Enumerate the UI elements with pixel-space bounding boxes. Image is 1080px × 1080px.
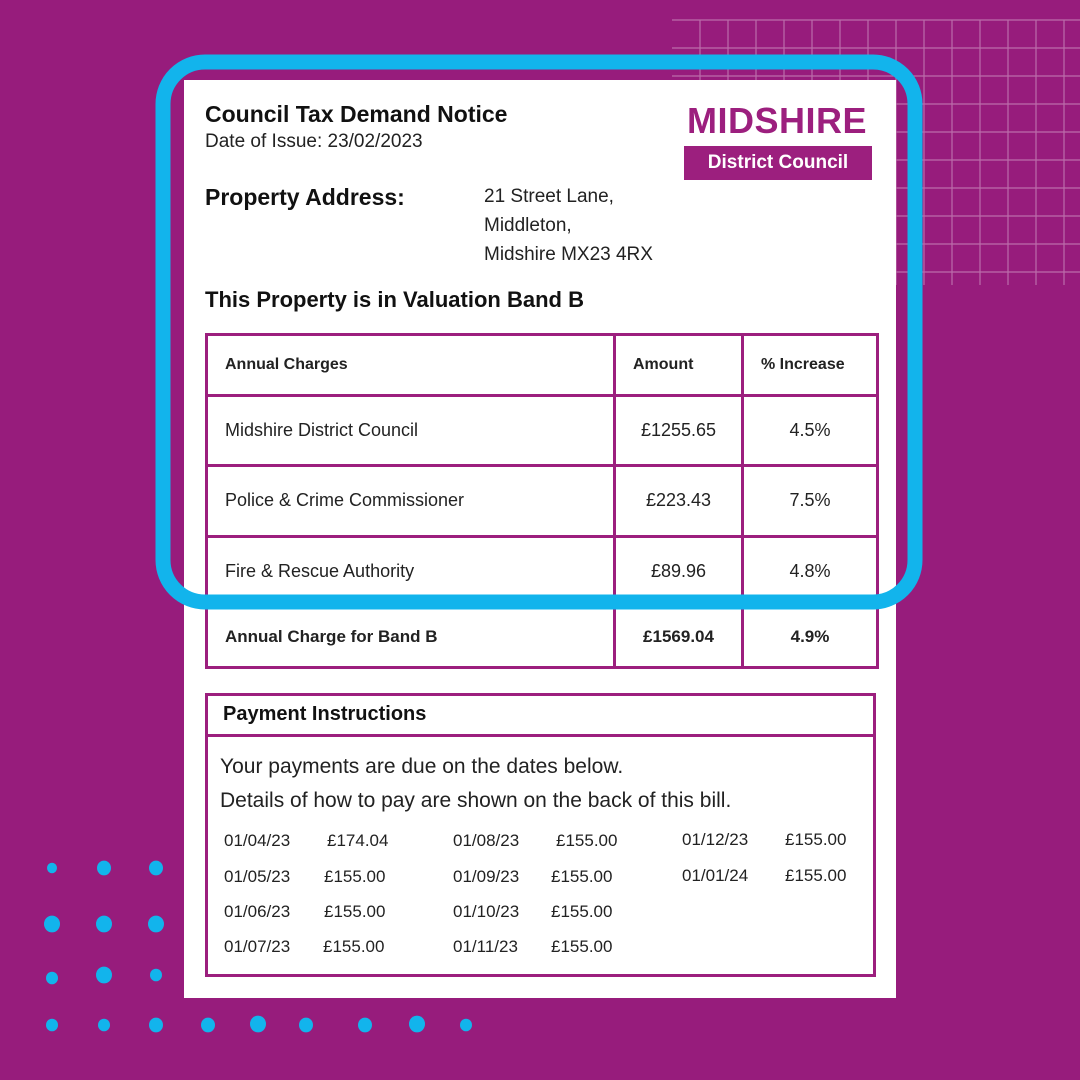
payment-date: 01/09/23 [453, 867, 520, 886]
decorative-dot [148, 916, 164, 933]
council-logo-name: MIDSHIRE [686, 100, 867, 141]
address-line: Midshire MX23 4RX [484, 244, 653, 265]
decorative-dot [44, 916, 60, 933]
decorative-dot [358, 1018, 372, 1033]
payment-amount: £155.00 [556, 831, 618, 850]
payment-date: 01/07/23 [224, 937, 291, 956]
table-row [207, 466, 878, 536]
charge-name: Midshire District Council [207, 396, 615, 466]
decorative-dot [46, 1019, 58, 1032]
charge-amount: £89.96 [615, 536, 743, 606]
decorative-dot [149, 1018, 163, 1033]
total-increase: 4.9% [743, 606, 878, 667]
decorative-dot [97, 861, 111, 876]
decorative-dot [96, 967, 112, 984]
payment-date: 01/11/23 [453, 937, 518, 956]
charge-name: Fire & Rescue Authority [207, 536, 615, 606]
decorative-dot [250, 1016, 266, 1033]
payment-date: 01/04/23 [224, 831, 291, 850]
charge-increase: 7.5% [743, 466, 878, 536]
decorative-dot [409, 1016, 425, 1033]
decorative-dot [47, 863, 57, 874]
column-header: Amount [615, 335, 743, 396]
payment-amount: £155.00 [551, 902, 613, 921]
table-header-row [207, 335, 878, 396]
payment-date: 01/12/23 [682, 830, 749, 849]
decorative-dot [149, 861, 163, 876]
charge-increase: 4.5% [743, 396, 878, 466]
address-line: Middleton, [484, 215, 572, 236]
decorative-dot [460, 1019, 472, 1032]
payment-date: 01/01/24 [682, 866, 749, 885]
address-line: 21 Street Lane, [484, 186, 614, 207]
table-row [207, 396, 878, 466]
decorative-dot [299, 1018, 313, 1033]
payment-amount: £155.00 [785, 830, 847, 849]
council-logo-subtitle: District Council [684, 146, 872, 180]
decorative-dot [96, 916, 112, 933]
charge-increase: 4.8% [743, 536, 878, 606]
annual-charges-table [205, 333, 879, 669]
payment-instructions-header [208, 696, 873, 737]
payment-date: 01/05/23 [224, 867, 291, 886]
decorative-dot [201, 1018, 215, 1033]
total-label: Annual Charge for Band B [207, 606, 615, 667]
property-address-label: Property Address: [205, 184, 405, 210]
payment-amount: £155.00 [324, 902, 386, 921]
property-address [484, 182, 653, 269]
payment-amount: £155.00 [324, 867, 386, 886]
payment-amount: £155.00 [785, 866, 847, 885]
payment-instruction-line: Details of how to pay are shown on the back of this bill. [220, 789, 732, 812]
total-amount: £1569.04 [615, 606, 743, 667]
payment-amount: £155.00 [323, 937, 385, 956]
decorative-dot [98, 1019, 110, 1032]
decorative-dot [150, 969, 162, 982]
charge-amount: £223.43 [615, 466, 743, 536]
payment-instructions-heading: Payment Instructions [223, 703, 427, 725]
payment-date: 01/10/23 [453, 902, 520, 921]
charge-amount: £1255.65 [615, 396, 743, 466]
payment-amount: £174.04 [327, 831, 389, 850]
column-header: % Increase [743, 335, 878, 396]
table-total-row [207, 606, 878, 667]
table-row [207, 536, 878, 606]
payment-instruction-line: Your payments are due on the dates below. [220, 755, 624, 778]
decorative-dot [46, 972, 58, 985]
payment-date: 01/08/23 [453, 831, 520, 850]
payment-instructions-box [205, 693, 876, 977]
valuation-band-heading: This Property is in Valuation Band B [205, 287, 584, 312]
date-of-issue: Date of Issue: 23/02/2023 [205, 131, 423, 152]
payment-amount: £155.00 [551, 867, 613, 886]
notice-title: Council Tax Demand Notice [205, 101, 508, 127]
payment-amount: £155.00 [551, 937, 613, 956]
column-header: Annual Charges [207, 335, 615, 396]
payment-date: 01/06/23 [224, 902, 291, 921]
charge-name: Police & Crime Commissioner [207, 466, 615, 536]
